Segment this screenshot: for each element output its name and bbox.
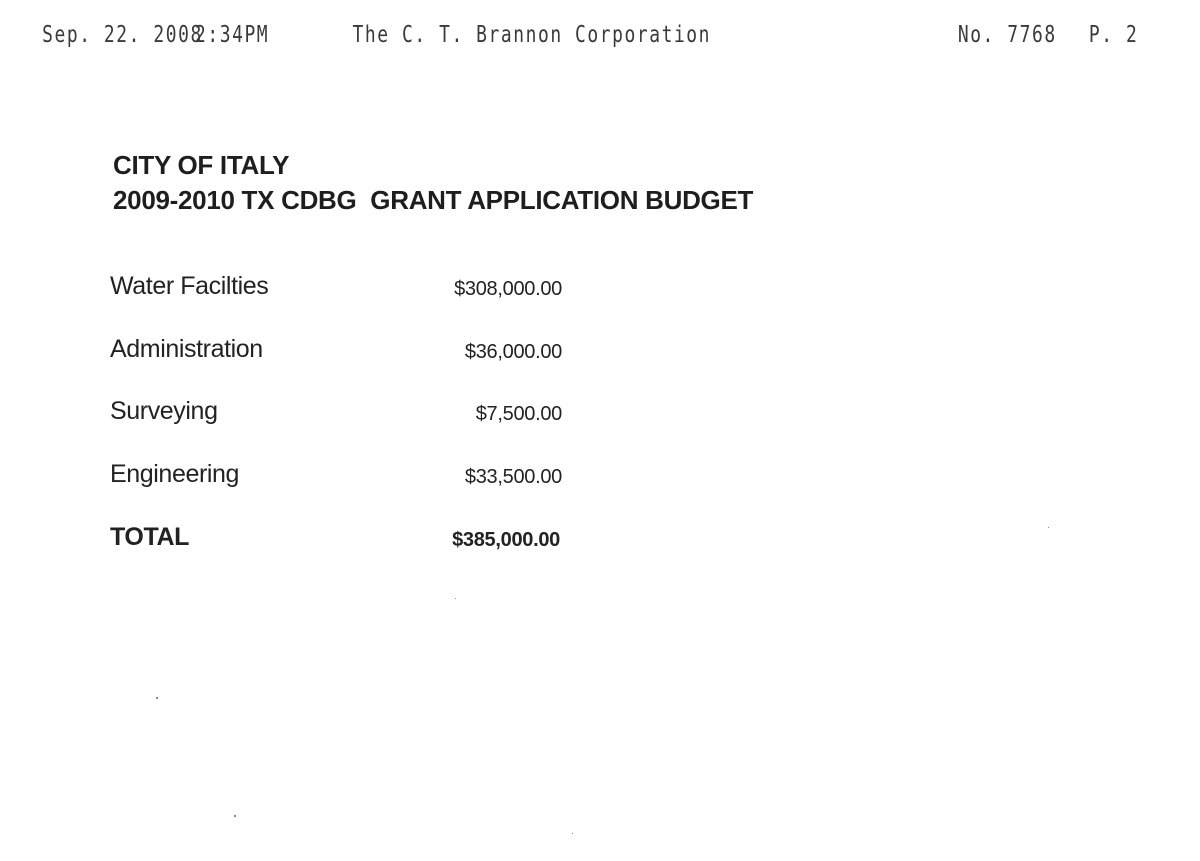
budget-item-amount: $33,500.00	[464, 466, 562, 489]
scan-speck	[572, 833, 573, 834]
scan-speck	[234, 815, 236, 817]
budget-total-row	[110, 523, 570, 586]
fax-page-number: P. 2	[1088, 22, 1139, 48]
budget-row	[110, 335, 570, 398]
fax-number: No. 7768	[957, 22, 1057, 48]
fax-time: 2:34PM	[195, 22, 270, 48]
budget-row	[110, 460, 570, 523]
fax-transmission-header	[0, 22, 1139, 54]
scan-speck	[156, 697, 158, 699]
scan-speck	[1048, 527, 1049, 528]
budget-item-label: Administration	[110, 334, 263, 363]
document-title	[113, 148, 753, 218]
budget-row	[110, 272, 570, 335]
budget-item-amount: $308,000.00	[454, 278, 562, 300]
title-city: CITY OF ITALY	[113, 150, 290, 180]
scan-speck	[455, 598, 456, 599]
budget-table	[110, 272, 570, 585]
title-budget-name: 2009-2010 TX CDBG GRANT APPLICATION BUDGET	[113, 185, 754, 215]
budget-item-label: Surveying	[110, 397, 218, 426]
fax-sender-company: The C. T. Brannon Corporation	[352, 22, 712, 48]
budget-item-label: Engineering	[110, 460, 240, 489]
budget-item-amount: $36,000.00	[464, 340, 562, 363]
budget-item-amount: $7,500.00	[475, 403, 562, 426]
budget-total-label: TOTAL	[110, 522, 190, 551]
budget-row	[110, 397, 570, 460]
fax-date: Sep. 22. 2008	[42, 22, 203, 48]
budget-item-label: Water Facilties	[110, 272, 269, 300]
budget-total-amount: $385,000.00	[452, 528, 560, 551]
